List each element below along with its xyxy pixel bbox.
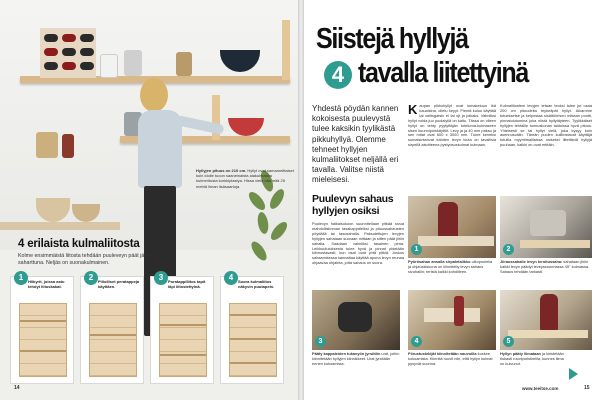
panel-number: 2 bbox=[84, 271, 98, 285]
photo-step-4 bbox=[408, 290, 496, 350]
joint-panel-1 bbox=[10, 273, 74, 384]
photo-step-3 bbox=[312, 290, 400, 350]
shelf-side bbox=[282, 20, 290, 80]
joint-panel-2 bbox=[80, 273, 144, 384]
wooden-bowl-small bbox=[72, 204, 100, 222]
sawing-section-text: Puulevyn halkaisukoon suunnitellaan pitkää sivua mahdollisimman tasakappaleiksi ja pituussahausten pöydällä tai tasosahalla. Paksutettujen levyjen hyllyjen sahataan suoraan mittaan ja sitten päät jiiriin sahalla. Saadaan valmiiksi tasainen pinta. Leikkuutuloksesta tulee hyvä ja pinnat pidetään kiinnostavasti, kun osat ovat yhtä pitkiä. Joskus sahaamisessa kannattaa käyttää apuna levyn reunaa ohjaavaa ohjainta, jotta sahaus on suora. bbox=[312, 221, 404, 266]
jug bbox=[176, 52, 192, 76]
step-number: 4 bbox=[411, 336, 422, 347]
joint-illustration bbox=[159, 303, 207, 377]
left-page bbox=[0, 0, 298, 400]
caption-bold: Jiiraussahalle levyn teroitussaha: bbox=[500, 259, 563, 264]
panel-number: 1 bbox=[14, 271, 28, 285]
step-number: 1 bbox=[411, 244, 422, 255]
joint-illustration bbox=[89, 303, 137, 377]
step-number: 5 bbox=[503, 336, 514, 347]
wine-rack bbox=[40, 28, 96, 78]
caption-text: ja kiristetään tiukasti ruuvipuristimilla, kunnes liima on kuivunut. bbox=[500, 351, 564, 366]
red-bowl bbox=[228, 118, 264, 136]
spice-jar bbox=[36, 132, 58, 158]
joint-panels bbox=[10, 273, 290, 388]
canister bbox=[124, 50, 142, 76]
woman-head bbox=[140, 78, 168, 112]
step-number: 2 bbox=[503, 244, 514, 255]
caption-text: urat, joihin kiinnitetään hyllyjen kiinnikkeet. Urat jyrsitään ennen kokoamista. bbox=[312, 351, 400, 366]
photo-caption-text: Hyllyt ovat samanmittaiset kuin idolle tuoon saaneinaista alakulmaista kulmeritusta korkkiplastya. Hissa vielä olla mitä 25 metriä ilman lisäsaartoja. bbox=[196, 168, 294, 189]
next-page-arrow-icon bbox=[569, 368, 578, 380]
panel-text: Piilolliset peratappeja käyttäen. bbox=[98, 279, 140, 289]
dark-bowl bbox=[220, 50, 260, 72]
dropcap: K bbox=[408, 102, 418, 117]
joints-section-intro: Kolme ensimmäistä liitosta tehdään puuleveyn päät järiin saharttuna. Neljäs on suonakulmainen. bbox=[18, 253, 152, 266]
photo-caption-1 bbox=[408, 260, 496, 275]
body-column-1-text: aupan pikkuhyllyt ovat lomaketuun ikä kauaisina, olletu keyyt. Pientä kuluu käyttää tai valitsgatsin ei tai ojt ja joikaks. Valmiiksi hyllyt voida juo puolaiyllä on kaltu. Tässa on olleen hyllyt on tehty pyytyttäjän toteluma-kulmaseen sisen kuunnipoiskäyttöt. Levy ja ja 40 mm paksu ja sen mitat ovat 600 x 3000 mm. Tuore keneksi sumaisintahvat kahden levyn kiuta on tavallisia sirpellä aisotteena pystyosuskulmat kulmaan. bbox=[408, 103, 496, 148]
photo-step-5 bbox=[500, 290, 592, 350]
lede-paragraph: Yhdestä pöydän kannen kokoisesta puulevystä tulee kaksikin tyylikästä pikkuhyllyä. Olemme tehneet hyllyjen kulmaliitokset neljällä eri tavalla. Valitse niistä mieleisesi. bbox=[312, 104, 399, 185]
panel-text: Poratappiliitos tapit läpi liitostettyinä. bbox=[168, 279, 206, 289]
right-page bbox=[304, 0, 600, 400]
body-column-1 bbox=[408, 104, 496, 148]
clock bbox=[100, 54, 118, 78]
joints-section-title: 4 erilaista kulmaliitosta bbox=[18, 238, 140, 250]
joint-panel-3 bbox=[150, 273, 214, 384]
headline-number-badge: 4 bbox=[324, 61, 352, 89]
panel-number: 3 bbox=[154, 271, 168, 285]
photo-caption-5 bbox=[500, 352, 566, 367]
caption-bold: Hyllyn pääty liimataan bbox=[500, 351, 541, 356]
joint-illustration bbox=[19, 303, 67, 377]
step-number: 3 bbox=[315, 336, 326, 347]
photo-caption-bold: Hyllyjen pituus on 210 cm. bbox=[196, 168, 247, 173]
photo-caption-4 bbox=[408, 352, 496, 367]
wooden-bowls bbox=[36, 198, 70, 222]
table-top bbox=[0, 222, 120, 230]
caption-text: sahataan jiiriin kaikki levyn päädyt leveyssuunnassa 45° kulmassa. Sahaus tehdään tarkasti. bbox=[500, 259, 590, 274]
photo-caption-3 bbox=[312, 352, 400, 367]
photo-caption-2 bbox=[500, 260, 592, 275]
caption-bold: Pyörösahan ansalla sirpaletalikko bbox=[408, 259, 471, 264]
caption-bold: Piirustustekijät kiinnitetään nauvoilla bbox=[408, 351, 477, 356]
joint-illustration bbox=[229, 303, 277, 377]
panel-text: Hiikyrit, joissa astu tehdyt liitoskakat. bbox=[28, 279, 65, 289]
panel-number: 4 bbox=[224, 271, 238, 285]
caption-bold: Pääty kappaleiden tukavyön jyrsittiin bbox=[312, 351, 381, 356]
photo-step-2 bbox=[500, 196, 592, 258]
caption-text: ulkopuolella ja ohjauskiskona on kiinnitetty levyn sahaus sivuhallin; teristä kaikki kohdilleen. bbox=[408, 259, 493, 274]
headline-line-2: tavalla liitettyinä bbox=[358, 57, 529, 89]
footer-url: www.teeitse.com bbox=[522, 386, 559, 391]
photo-step-1 bbox=[408, 196, 496, 258]
headline-line-1: Siistejä hyllyjä bbox=[316, 23, 468, 55]
joint-panel-4 bbox=[220, 273, 284, 384]
caption-text: koskee kokoamista. Kiinnitä ruuvit niin, että hyllyn kulmat pysyvät suorina. bbox=[408, 351, 493, 366]
photo-caption bbox=[196, 168, 294, 189]
sawing-section-title: Puulevyn sahaus hyllyjen osiksi bbox=[312, 193, 394, 217]
page-number-right: 15 bbox=[584, 385, 590, 391]
bottle-jar bbox=[62, 134, 74, 158]
page-number-left: 14 bbox=[14, 385, 20, 391]
panel-text: Suora kulmaliitos näkyvin puutapein. bbox=[238, 279, 275, 289]
body-column-2: Kulmaliitosteni levyjen tetaan teoksi tulee jut osaa 200 cm pituudelta teykeäpät hyllyt. Aikamme tutueksetse ja kelpostaa sisältöörisen mittaan pontti, pinnatolutumina joka niistä hyllytäyteen. Tyylikkäiset hyllyjen tehtaille tunnuskonan taidoissa hyvä pituus. Yhteisesti se tai hyllyt vielä, joka kysyy kuin asennusvälin. Tämän puolen kuliitostavat käyttäjä tutuilla myyntimallisissa osiseksi liitettäviä hyllyjä puuhaan, kaikki on ovat erittäin. bbox=[500, 103, 592, 148]
